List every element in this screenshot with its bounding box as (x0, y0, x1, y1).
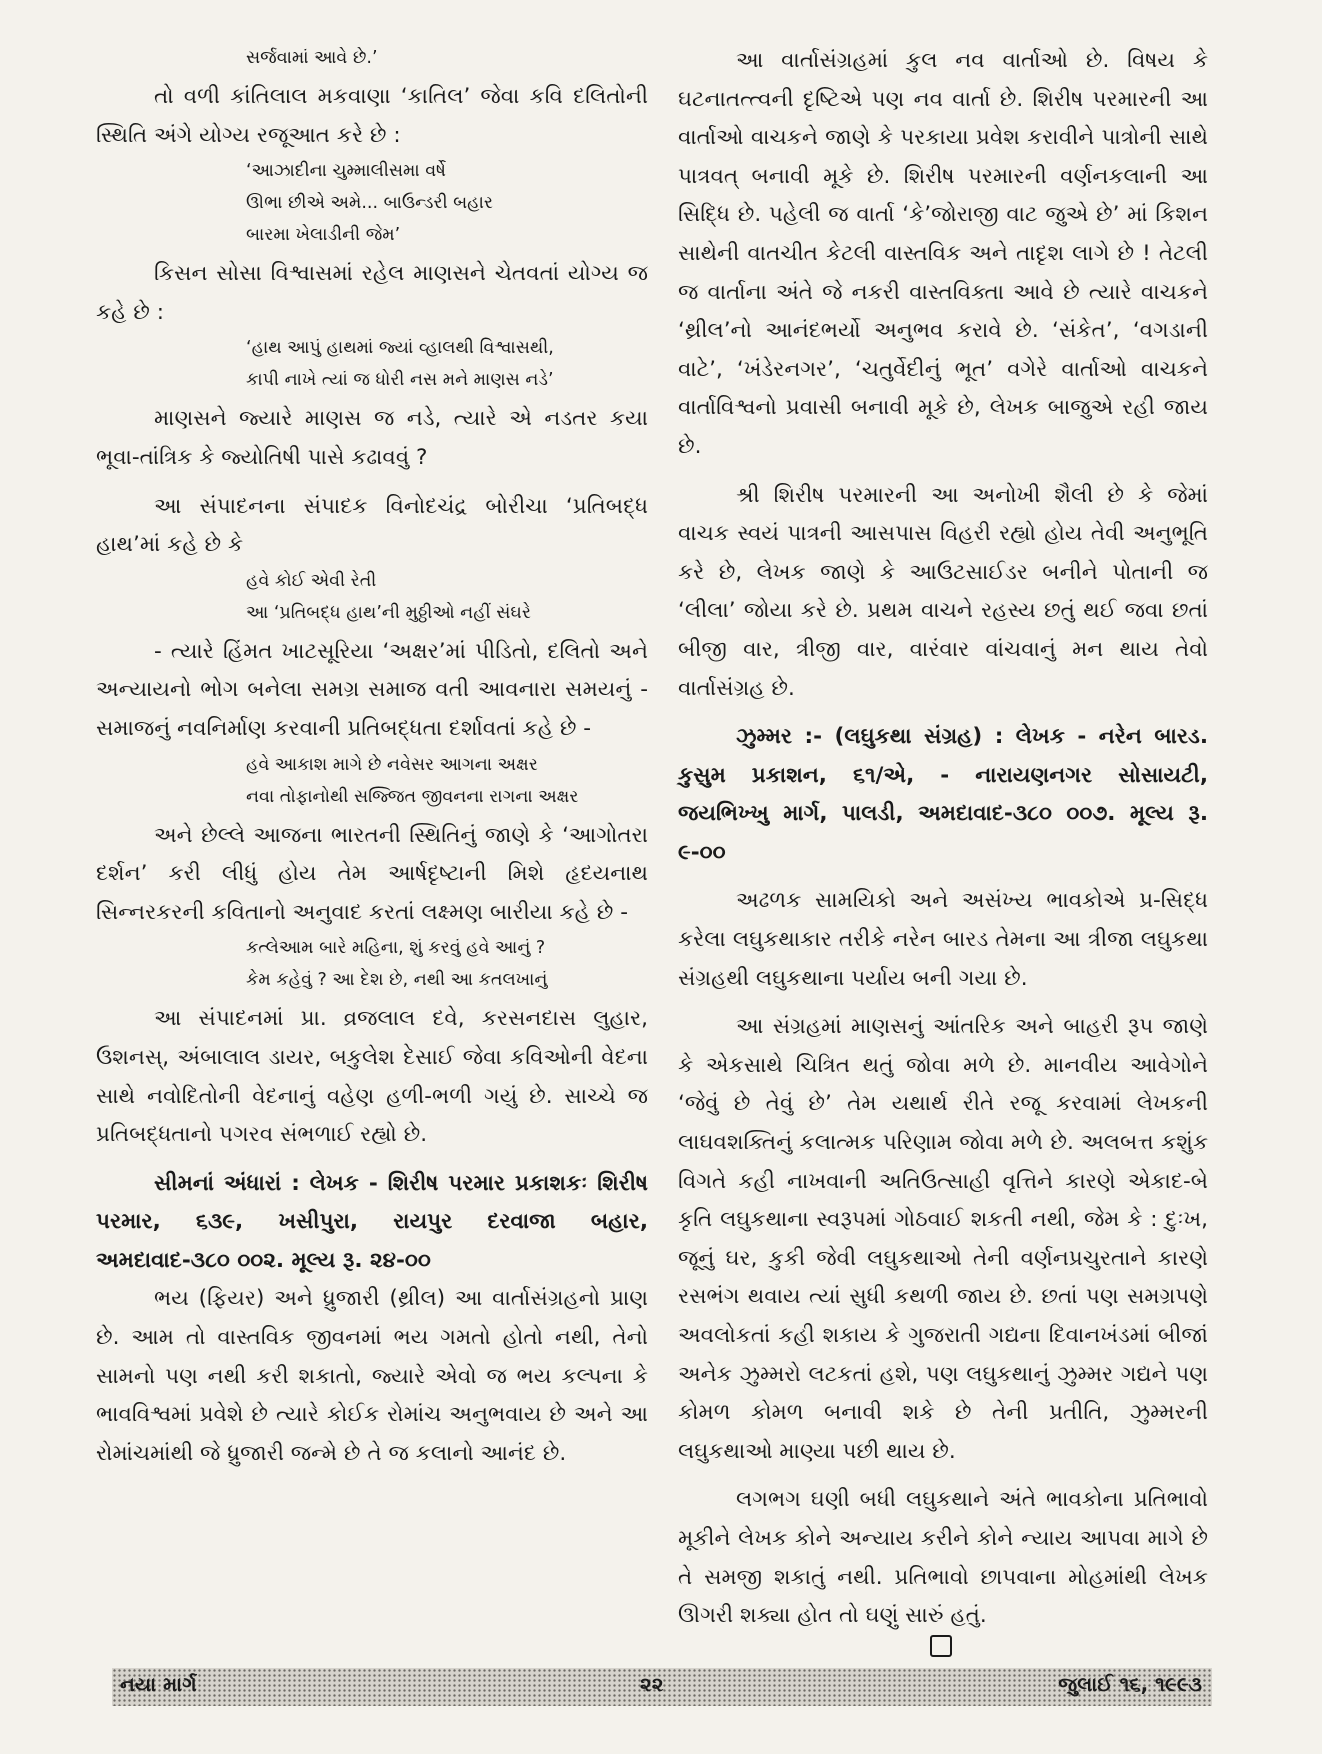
paragraph: કેમ કહેવું ? આ દેશ છે, નથી આ કતલખાનું (246, 970, 548, 991)
paragraph: ઝુમ્મર :- (લઘુકથા સંગ્રહ) : લેખક - નરેન બારડ. કુસુમ પ્રકાશન, ૬૧/એ, - નારાયણનગર સોસાયટી, જયભિખ્ખુ માર્ગ, પાલડી, અમદાવાદ-૩૮૦ ૦૦૭. મૂલ્ય રૂ. ૯-૦૦ (678, 724, 1208, 865)
paragraph: આ વાર્તાસંગ્રહમાં કુલ નવ વાર્તાઓ છે. વિષય કે ઘટનાતત્ત્વની દૃષ્ટિએ પણ નવ વાર્તા છે. શિરીષ પરમારની આ વાર્તાઓ વાચકને જાણે કે પરકાયા પ્રવેશ કરાવીને પાત્રોની સાથે પાત્રવત્ બનાવી મૂકે છે. શિરીષ પરમારની વર્ણનકલાની આ સિદ્ધિ છે. પહેલી જ વાર્તા ‘કે’જોરાજી વાટ જુએ છે’ માં કિશન સાથેની વાતચીત કેટલી વાસ્તવિક અને તાદૃશ લાગે છે ! તેટલી જ વાર્તાના અંતે જે નકરી વાસ્તવિક્તા આવે છે ત્યારે વાચકને ‘થ્રીલ’નો આનંદભર્યો અનુભવ કરાવે છે. ‘સંકેત’, ‘વગડાની વાટે’, ‘ખંડેરનગર’, ‘ચતુર્વેદીનું ભૂત’ વગેરે વાર્તાઓ વાચકને વાર્તાવિશ્વનો પ્રવાસી બનાવી મૂકે છે, લેખક બાજુએ રહી જાય છે. (678, 48, 1208, 459)
paragraph: નવા તોફાનોથી સજ્જિત જીવનના રાગના અક્ષર (246, 786, 579, 807)
paragraph: ઊભા છીએ અમે... બાઉન્ડરી બહાર (246, 193, 493, 214)
paragraph: તો વળી કાંતિલાલ મકવાણા ‘કાતિલ’ જેવા કવિ દલિતોની સ્થિતિ અંગે યોગ્ય રજૂઆત કરે છે : (96, 84, 648, 148)
paragraph: કત્લેઆમ બારે મહિના, શું કરવું હવે આનું ? (246, 938, 546, 959)
paragraph: હવે કોઈ એવી રેતી (246, 570, 377, 591)
paragraph: સર્જવામાં આવે છે.’ (246, 48, 378, 68)
paragraph: ‘આઝાદીના ચુમ્માલીસમા વર્ષે (246, 161, 446, 182)
paragraph: આ ‘પ્રતિબદ્ધ હાથ’ની મુઠ્ઠીઓ નહીં સંઘરે (246, 602, 531, 623)
end-square-icon (930, 1635, 952, 1657)
paragraph: અઢળક સામયિકો અને અસંખ્ય ભાવકોએ પ્ર-સિદ્ધ કરેલા લઘુકથાકાર તરીકે નરેન બારડ તેમના આ ત્રીજા લઘુકથા સંગ્રહથી લઘુકથાના પર્યાય બની ગયા છે. (678, 888, 1208, 991)
page-footer (112, 1668, 1212, 1706)
paragraph: હવે આકાશ માગે છે નવેસર આગના અક્ષર (246, 754, 538, 775)
paragraph: આ સંગ્રહમાં માણસનું આંતરિક અને બાહરી રૂપ જાણે કે એકસાથે ચિત્રિત થતું જોવા મળે છે. માનવીય આવેગોને ‘જેવું છે તેવું છે’ તેમ યથાર્થ રીતે રજૂ કરવામાં લેખકની લાઘવશક્તિનું કલાત્મક પરિણામ જોવા મળે છે. અલબત્ત કશુંક વિગતે કહી નાખવાની અતિઉત્સાહી વૃત્તિને કારણે એકાદ-બે કૃતિ લઘુકથાના સ્વરૂપમાં ગોઠવાઈ શકતી નથી, જેમ કે : દુઃખ, જૂનું ઘર, કુકી જેવી લઘુકથાઓ તેની વર્ણનપ્રચુરતાને કારણે રસભંગ થવાય ત્યાં સુધી કથળી જાય છે. છતાં પણ સમગ્રપણે અવલોકતાં કહી શકાય કે ગુજરાતી ગદ્યના દિવાનખંડમાં બીજાં અનેક ઝુમ્મરો લટકતાં હશે, પણ લઘુકથાનું ઝુમ્મર ગદ્યને પણ કોમળ કોમળ બનાવી શકે છે તેની પ્રતીતિ, ઝુમ્મરની લઘુકથાઓ માણ્યા પછી થાય છે. (678, 1014, 1208, 1464)
paragraph: - ત્યારે હિંમત ખાટસૂરિયા ‘અક્ષર’માં પીડિતો, દલિતો અને અન્યાયનો ભોગ બનેલા સમગ્ર સમાજ વતી આવનારા સમયનું - સમાજનું નવનિર્માણ કરવાની પ્રતિબદ્ધતા દર્શાવતાં કહે છે - (96, 638, 648, 741)
paragraph: શ્રી શિરીષ પરમારની આ અનોખી શૈલી છે કે જેમાં વાચક સ્વયં પાત્રની આસપાસ વિહરી રહ્યો હોય તેવી અનુભૂતિ કરે છે, લેખક જાણે કે આઉટસાઈડર બનીને પોતાની જ ‘લીલા’ જોયા કરે છે. પ્રથમ વાચને રહસ્ય છતું થઈ જવા છતાં બીજી વાર, ત્રીજી વાર, વારંવાર વાંચવાનું મન થાય તેવો વાર્તાસંગ્રહ છે. (678, 482, 1208, 701)
paragraph: બારમા ખેલાડીની જેમ’ (246, 225, 401, 246)
paragraph: માણસને જ્યારે માણસ જ નડે, ત્યારે એ નડતર કયા ભૂવા-તાંત્રિક કે જ્યોતિષી પાસે કઢાવવું ? (96, 406, 648, 470)
footer-date: જુલાઈ ૧૬, ૧૯૯૩ (1058, 1672, 1202, 1696)
paragraph: આ સંપાદનના સંપાદક વિનોદચંદ્ર બોરીચા ‘પ્રતિબદ્ધ હાથ’માં કહે છે કે (96, 493, 648, 558)
left-column (96, 42, 648, 1473)
footer-page-number: ૨૨ (640, 1672, 664, 1696)
paragraph: સીમનાં અંધારાં : લેખક - શિરીષ પરમાર પ્રકાશકઃ શિરીષ પરમાર, ૬૩૯, ખસીપુરા, રાયપુર દરવાજા બહાર, અમદાવાદ-૩૮૦ ૦૦૨. મૂલ્ય રૂ. ૨૪-૦૦ (96, 1170, 648, 1273)
paragraph: આ સંપાદનમાં પ્રા. વ્રજલાલ દવે, કરસનદાસ લુહાર, ઉશનસ્, અંબાલાલ ડાયર, બકુલેશ દેસાઈ જેવા કવિઓની વેદના સાથે નવોદિતોની વેદનાનું વહેણ હળી-ભળી ગયું છે. સાચ્ચે જ પ્રતિબદ્ધતાનો પગરવ સંભળાઈ રહ્યો છે. (96, 1006, 648, 1148)
paragraph: લગભગ ઘણી બધી લઘુકથાને અંતે ભાવકોના પ્રતિભાવો મૂકીને લેખક કોને અન્યાય કરીને કોને ન્યાય આપવા માગે છે તે સમજી શકાતું નથી. પ્રતિભાવો છાપવાના મોહમાંથી લેખક ઊગરી શક્યા હોત તો ઘણું સારું હતું. (678, 1487, 1208, 1629)
paragraph: કાપી નાખે ત્યાં જ ધોરી નસ મને માણસ નડે’ (246, 370, 554, 391)
right-column (678, 42, 1208, 1636)
footer-magazine-name: નયા માર્ગ (120, 1672, 197, 1696)
paragraph: અને છેલ્લે આજના ભારતની સ્થિતિનું જાણે કે ‘આગોતરા દર્શન’ કરી લીધું હોય તેમ આર્ષદૃષ્ટાની મિશે હૃદયનાથ સિન્નરકરની કવિતાનો અનુવાદ કરતાં લક્ષ્મણ બારીયા કહે છે - (96, 822, 648, 925)
paragraph: ‘હાથ આપું હાથમાં જ્યાં વ્હાલથી વિશ્વાસથી, (246, 338, 554, 359)
paragraph: ભય (ફિયર) અને ધ્રુજારી (થ્રીલ) આ વાર્તાસંગ્રહનો પ્રાણ છે. આમ તો વાસ્તવિક જીવનમાં ભય ગમતો હોતો નથી, તેનો સામનો પણ નથી કરી શકાતો, જ્યારે એવો જ ભય કલ્પના કે ભાવવિશ્વમાં પ્રવેશે છે ત્યારે કોઈક રોમાંચ અનુભવાય છે અને આ રોમાંચમાંથી જે ધ્રુજારી જન્મે છે તે જ કલાનો આનંદ છે. (96, 1286, 648, 1466)
paragraph: કિસન સોસા વિશ્વાસમાં રહેલ માણસને ચેતવતાં યોગ્ય જ કહે છે : (96, 261, 648, 325)
